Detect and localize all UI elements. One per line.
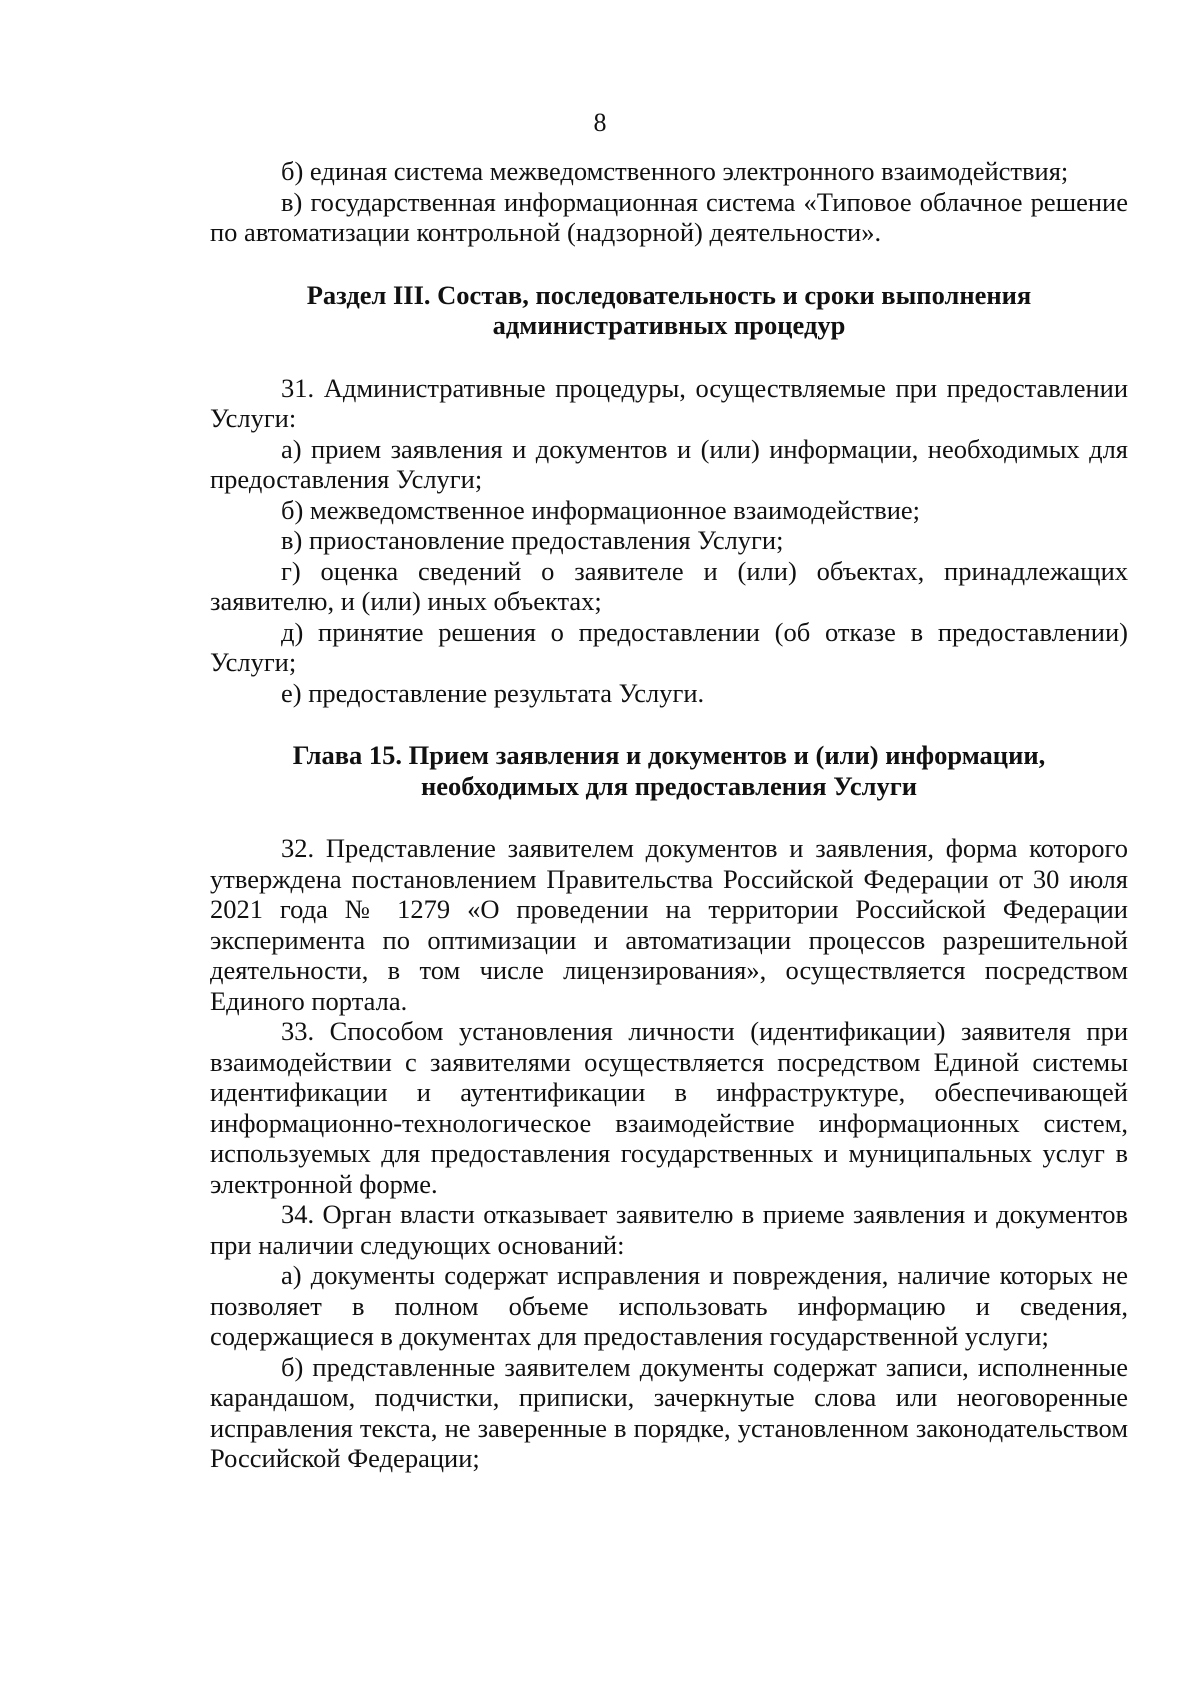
chapter-heading-line-1: Глава 15. Прием заявления и документов и (или) информации, — [292, 740, 1046, 770]
paragraph: б) единая система межведомственного электронного взаимодействия; — [281, 156, 1069, 186]
list-item: б) представленные заявителем документы содержат записи, исполненные карандашом, подчистки, приписки, зачеркнутые слова или неоговоренные исправления текста, не заверенные в порядке, установленном законодательством Российской Федерации; — [210, 1351, 1128, 1473]
list-item: г) оценка сведений о заявителе и (или) объектах, принадлежащих заявителю, и (или) иных объектах; — [210, 555, 1128, 616]
paragraph: 31. Административные процедуры, осуществляемые при предоставлении Услуги: — [210, 372, 1128, 433]
section-heading-line-1: Раздел III. Состав, последовательность и сроки выполнения — [306, 279, 1032, 310]
page-number: 8 — [593, 108, 607, 137]
paragraph: 34. Орган власти отказывает заявителю в приеме заявления и документов при наличии следующих оснований: — [210, 1199, 1128, 1260]
list-item: а) прием заявления и документов и (или) информации, необходимых для предоставления Услуги; — [210, 433, 1128, 494]
list-item: в) приостановление предоставления Услуги; — [281, 525, 784, 555]
paragraph: 32. Представление заявителем документов и заявления, форма которого утверждена постановлением Правительства Российской Федерации от 30 июля 2021 года № 1279 «О проведении на территории Российской Федерации эксперимента по оптимизации и автоматизации процессов разрешительной деятельности, в том числе лицензирования», осуществляется посредством Единого портала. — [210, 833, 1128, 1016]
procedures-list — [210, 373, 1128, 709]
document-body — [210, 156, 1128, 1474]
chapter-heading-line-2: необходимых для предоставления Услуги — [420, 770, 918, 801]
list-item: д) принятие решения о предоставлении (об отказе в предоставлении) Услуги; — [210, 616, 1128, 677]
paragraph: 33. Способом установления личности (идентификации) заявителя при взаимодействии с заявителями осуществляется посредством Единой системы идентификации и аутентификации в инфраструктуре, обеспечивающей информационно-технологическое взаимодействие информационных систем, используемых для предоставления государственных и муниципальных услуг в электронной форме. — [210, 1016, 1128, 1199]
chapter-body — [210, 833, 1128, 1474]
list-item: а) документы содержат исправления и повреждения, наличие которых не позволяет в полном объеме использовать информацию и сведения, содержащиеся в документах для предоставления государственной услуги; — [210, 1260, 1128, 1351]
chapter-heading — [210, 740, 1128, 801]
list-item: е) предоставление результата Услуги. — [281, 677, 705, 708]
paragraph: в) государственная информационная система «Типовое облачное решение по автоматизации контрольной (надзорной) деятельности». — [210, 186, 1128, 247]
list-item: б) межведомственное информационное взаимодействие; — [281, 494, 921, 525]
section-heading — [210, 280, 1128, 341]
section-heading-line-2: административных процедур — [492, 310, 846, 340]
